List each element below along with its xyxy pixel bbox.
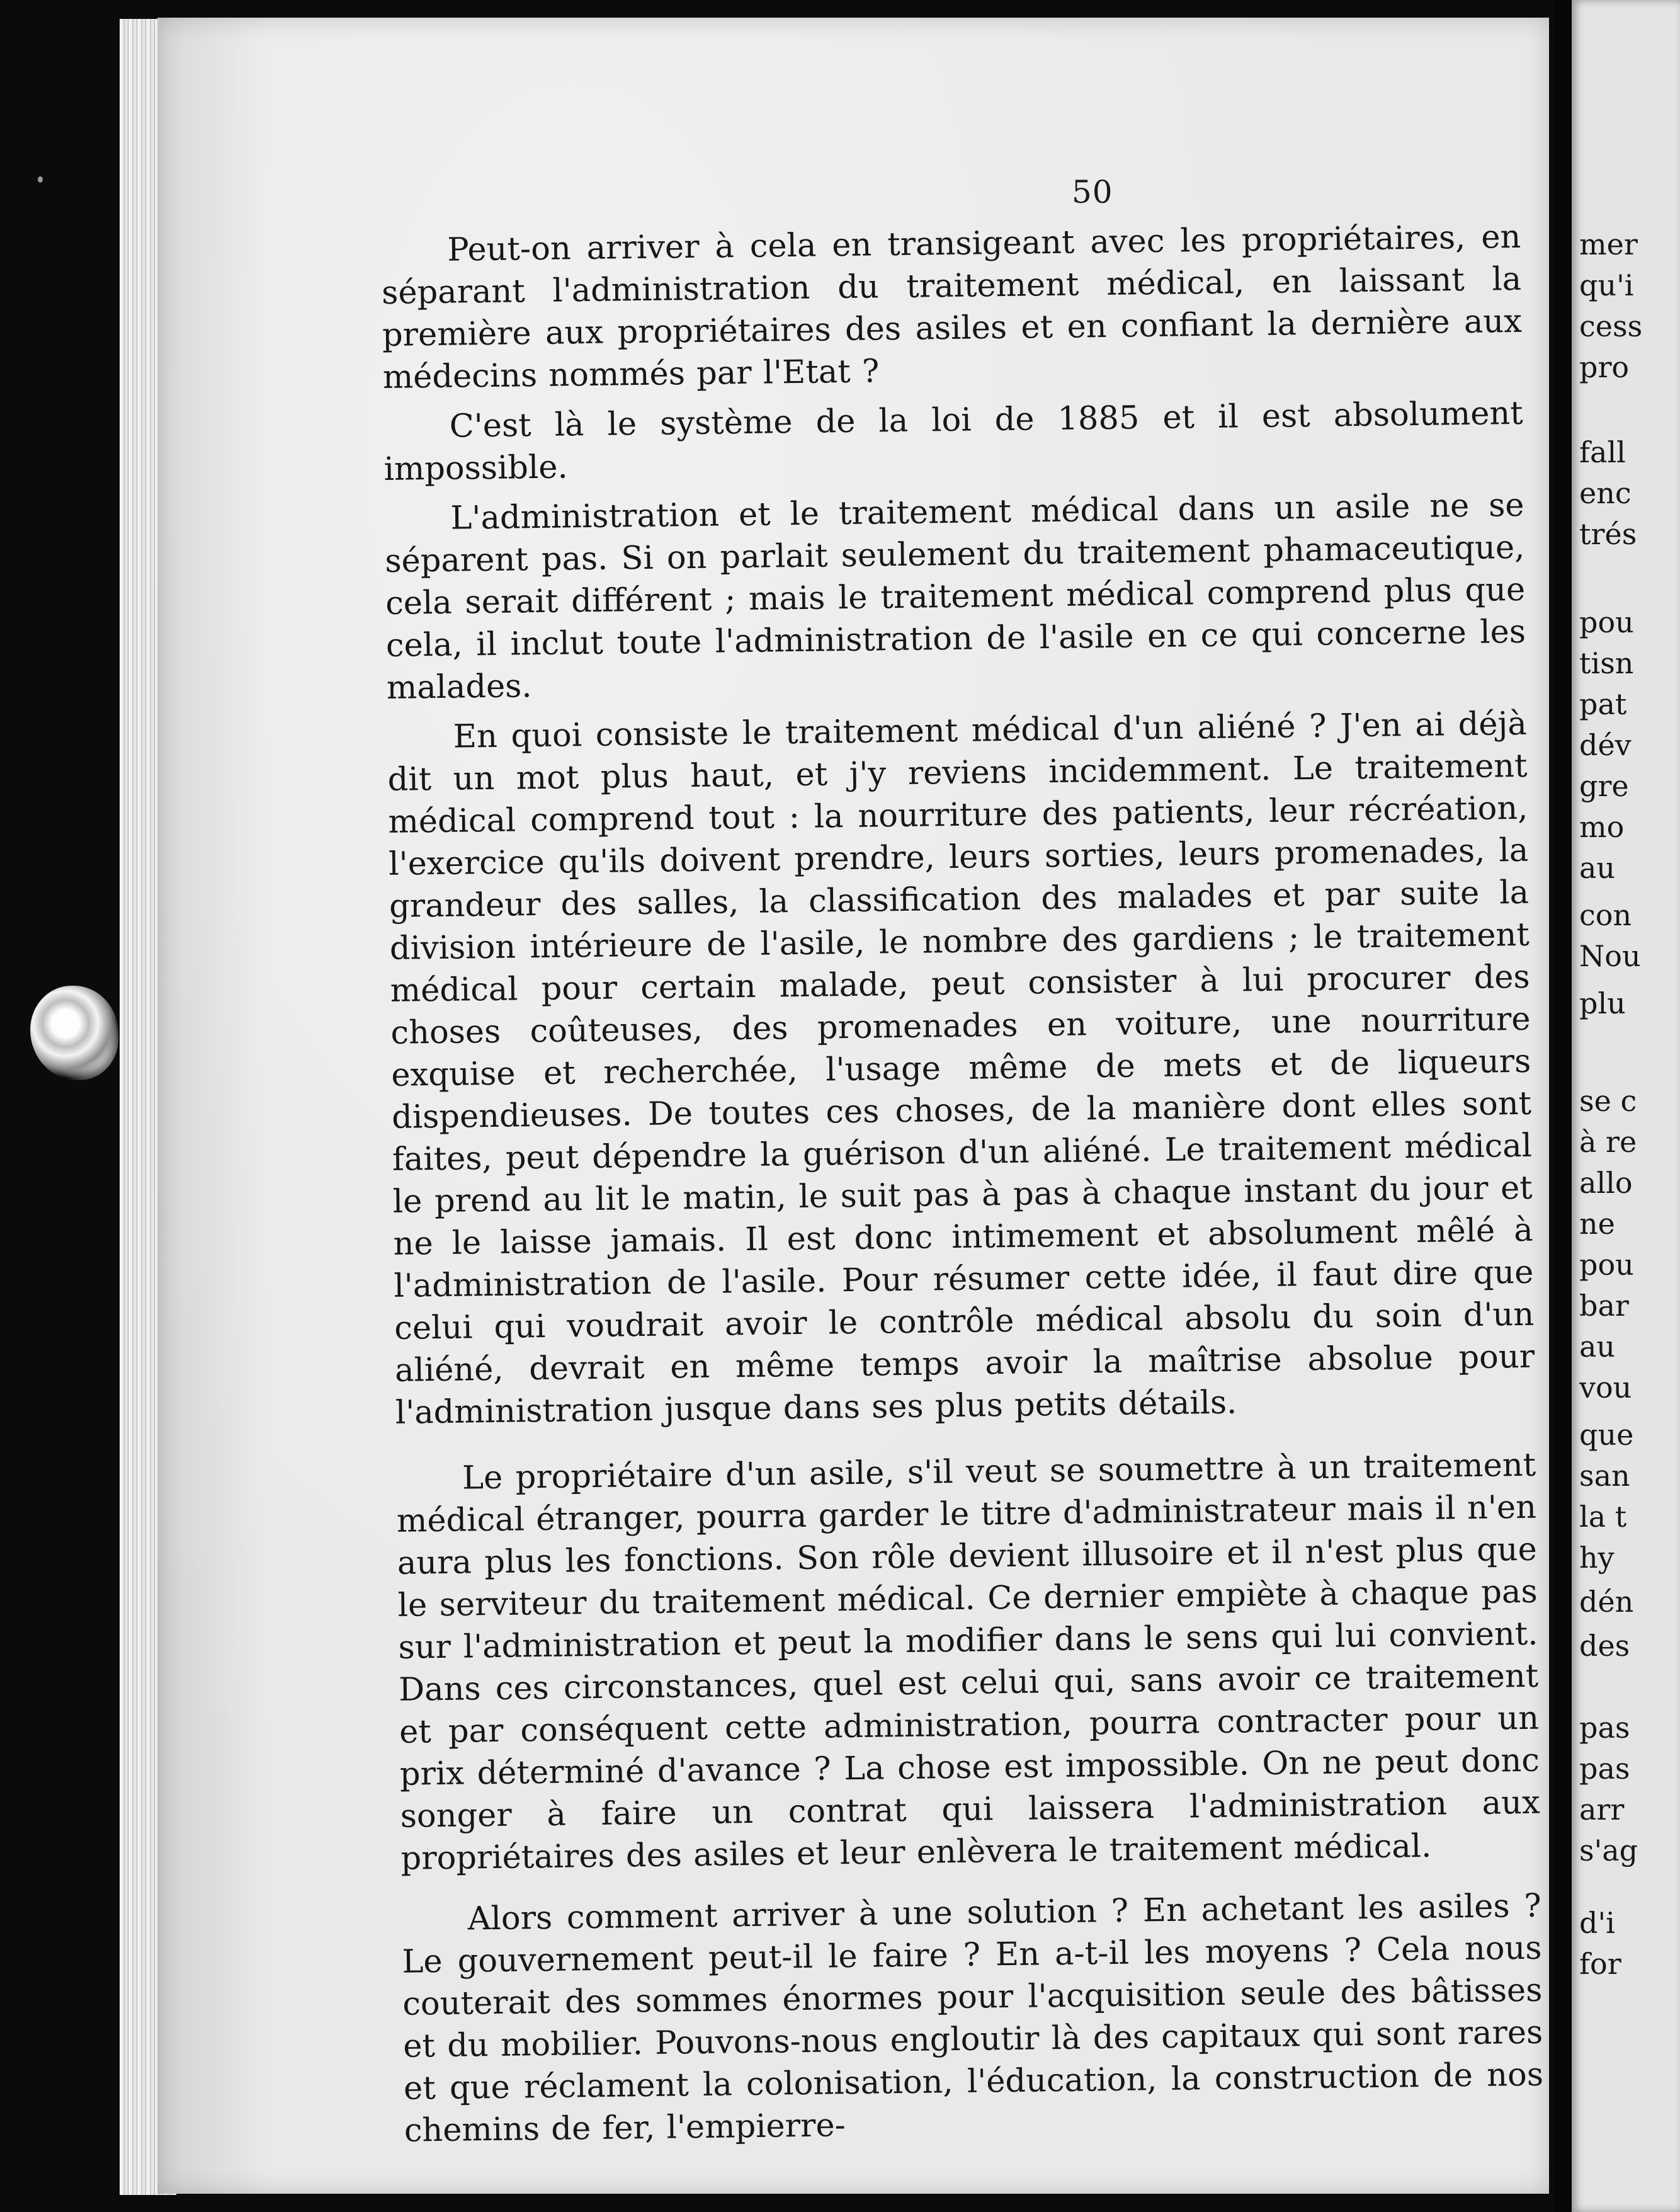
facing-page-line-fragment: que [1579, 1418, 1634, 1452]
facing-page-line-fragment: arr [1579, 1793, 1625, 1827]
facing-page-line-fragment: fall [1579, 435, 1626, 469]
facing-page-line-fragment: au [1579, 851, 1616, 885]
facing-page-line-fragment: pro [1579, 350, 1630, 384]
facing-page-line-fragment: pou [1579, 1248, 1634, 1282]
facing-page-line-fragment: Nou [1579, 939, 1641, 973]
page-number: 50 [1072, 174, 1113, 210]
facing-page-line-fragment: for [1579, 1947, 1621, 1981]
facing-page-line-fragment: san [1579, 1459, 1630, 1493]
facing-page-line-fragment: pou [1579, 605, 1634, 639]
facing-page-line-fragment: trés [1579, 517, 1637, 551]
paragraph: Alors comment arriver à une solution ? En achetant les asiles ? Le gouvernement peut-il le faire ? En a-t-il les moyens ? Cela nous couterait des sommes énormes pour l'acquisition seule des bâtisses et du mobilier. Pouvons-nous engloutir là des capitaux qui sont rares et que réclament la colonisation, l'éducation, la construction de nos chemins de fer, l'empierre- [402, 1887, 1544, 2150]
facing-page [1572, 0, 1680, 2212]
facing-page-line-fragment: hy [1579, 1541, 1615, 1575]
facing-page-line-fragment: ne [1579, 1207, 1615, 1241]
paragraph: C'est là le système de la loi de 1885 et il est absolument impossible. [383, 394, 1524, 488]
paper-blemish [30, 986, 118, 1080]
page-body [381, 216, 1544, 2160]
facing-page-line-fragment: au [1579, 1330, 1616, 1364]
facing-page-line-fragment: d'i [1579, 1906, 1615, 1940]
facing-page-line-fragment: des [1579, 1629, 1630, 1663]
facing-page-line-fragment: plu [1579, 986, 1626, 1020]
facing-page-line-fragment: dév [1579, 728, 1632, 762]
facing-page-line-fragment: gre [1579, 769, 1629, 803]
facing-page-line-fragment: cess [1579, 309, 1643, 343]
facing-page-line-fragment: pat [1579, 687, 1627, 721]
facing-page-line-fragment: la t [1579, 1500, 1627, 1534]
facing-page-line-fragment: enc [1579, 476, 1632, 510]
paragraph: Le propriétaire d'un asile, s'il veut se soumettre à un traitement médical étranger, pourra garder le titre d'administrateur mais il n'en aura plus les fonctions. Son rôle devient illusoire et il n'est plus que le serviteur du traitement médical. Ce dernier empiète à chaque pas sur l'administration et peut la modifier dans le sens qui lui convient. Dans ces circonstances, quel est celui qui, sans avoir ce traitement et par conséquent cette administration, pourra contracter pour un prix déterminé d'avance ? La chose est impossible. On ne peut donc songer à faire un contrat qui laissera l'administration aux propriétaires des asiles et leur enlèvera le traitement médical. [396, 1446, 1541, 1878]
facing-page-line-fragment: con [1579, 898, 1632, 932]
paragraph: L'administration et le traitement médical dans un asile ne se séparent pas. Si on parlait seulement du traitement phamaceutique, cela serait différent ; mais le traitement médical comprend plus que cela, il inclut toute l'administration de l'asile en ce qui concerne les malades. [385, 486, 1526, 707]
book-gutter [1554, 0, 1572, 2212]
facing-page-line-fragment: vou [1579, 1371, 1632, 1405]
paragraph: En quoi consiste le traitement médical d'un aliéné ? J'en ai déjà dit un mot plus haut, et j'y reviens incidemment. Le traitement médical comprend tout : la nourriture des patients, leur récréation, l'exercice qu'ils doivent prendre, leurs sorties, leurs promenades, la grandeur des salles, la classification des malades et par suite la division intérieure de l'asile, le nombre des gardiens ; le traitement médical pour certain malade, peut consister à lui procurer des choses coûteuses, des promenades en voiture, une nourriture exquise et recherchée, l'usage même de mets et de liqueurs dispendieuses. De toutes ces choses, de la manière dont elles sont faites, peut dépendre la guérison d'un aliéné. Le traitement médical le prend au lit le matin, le suit pas à pas à chaque instant du jour et ne le laisse jamais. Il est donc intimement et absolument mêlé à l'administration de l'asile. Pour résumer cette idée, il faut dire que celui qui voudrait avoir le contrôle médical absolu du soin d'un aliéné, devrait en même temps avoir la maîtrise absolue pour l'administration jusque dans ses plus petits détails. [387, 705, 1535, 1432]
facing-page-line-fragment: pas [1579, 1711, 1630, 1745]
facing-page-line-fragment: bar [1579, 1289, 1629, 1323]
facing-page-line-fragment: s'ag [1579, 1833, 1638, 1867]
facing-page-line-fragment: qu'i [1579, 268, 1634, 302]
paper-speck [38, 176, 43, 183]
facing-page-line-fragment: pas [1579, 1752, 1630, 1786]
facing-page-line-fragment: mer [1579, 227, 1638, 261]
facing-page-line-fragment: mo [1579, 810, 1625, 844]
facing-page-line-fragment: allo [1579, 1166, 1633, 1200]
facing-page-line-fragment: tisn [1579, 646, 1634, 680]
paragraph: Peut-on arriver à cela en transigeant avec les propriétaires, en séparant l'administration du traitement médical, en laissant la première aux propriétaires des asiles et en confiant la dernière aux médecins nommés par l'Etat ? [381, 218, 1523, 396]
facing-page-line-fragment: se c [1579, 1084, 1637, 1118]
facing-page-line-fragment: à re [1579, 1125, 1637, 1159]
facing-page-line-fragment: dén [1579, 1585, 1634, 1619]
